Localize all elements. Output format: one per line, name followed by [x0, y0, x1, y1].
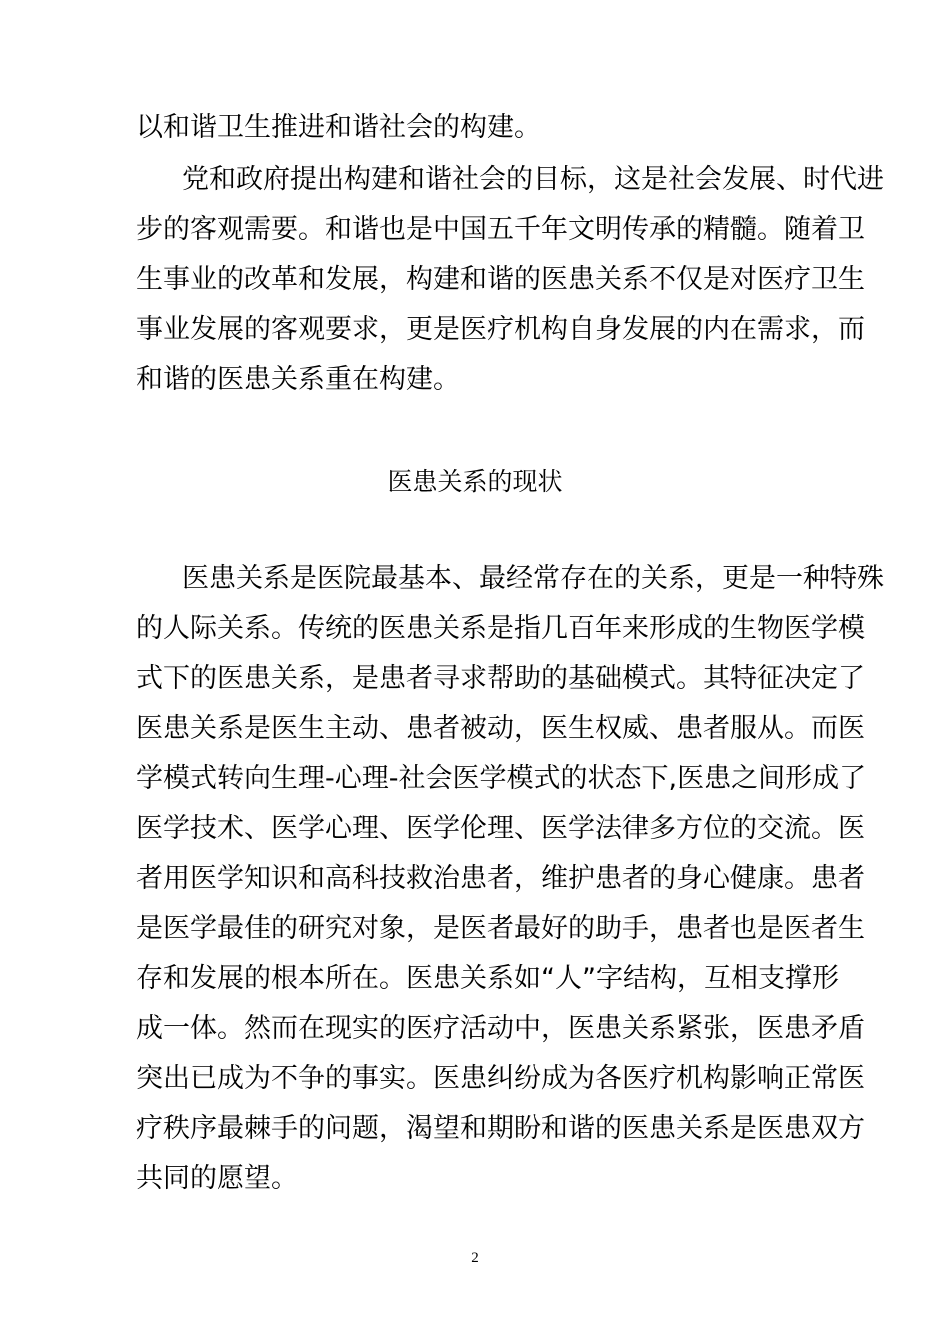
- text-line: 者用医学知识和高科技救治患者，维护患者的身心健康。患者: [136, 863, 865, 894]
- page-number: 2: [471, 1250, 479, 1266]
- text-line: 疗秩序最棘手的问题，渴望和期盼和谐的医患关系是医患双方: [136, 1113, 865, 1144]
- text-line: 医学技术、医学心理、医学伦理、医学法律多方位的交流。医: [136, 813, 865, 844]
- text-line: 和谐的医患关系重在构建。: [136, 364, 460, 395]
- text-line: 党和政府提出构建和谐社会的目标，这是社会发展、时代进: [182, 164, 884, 195]
- text-line: 共同的愿望。: [136, 1163, 298, 1194]
- text-line: 存和发展的根本所在。医患关系如“人”字结构，互相支撑形: [136, 963, 839, 994]
- text-line: 以和谐卫生推进和谐社会的构建。: [136, 112, 541, 143]
- text-line: 步的客观需要。和谐也是中国五千年文明传承的精髓。随着卫: [136, 214, 865, 245]
- section-title: 医患关系的现状: [387, 467, 563, 496]
- text-line: 是医学最佳的研究对象，是医者最好的助手，患者也是医者生: [136, 913, 865, 944]
- text-line: 医患关系是医生主动、患者被动，医生权威、患者服从。而医: [136, 713, 865, 744]
- text-line: 事业发展的客观要求，更是医疗机构自身发展的内在需求，而: [136, 314, 865, 345]
- text-line: 学模式转向生理-心理-社会医学模式的状态下,医患之间形成了: [136, 763, 867, 794]
- text-line: 的人际关系。传统的医患关系是指几百年来形成的生物医学模: [136, 613, 865, 644]
- text-line: 突出已成为不争的事实。医患纠纷成为各医疗机构影响正常医: [136, 1063, 865, 1094]
- text-line: 成一体。然而在现实的医疗活动中，医患关系紧张，医患矛盾: [136, 1013, 865, 1044]
- text-line: 生事业的改革和发展，构建和谐的医患关系不仅是对医疗卫生: [136, 264, 865, 295]
- text-line: 式下的医患关系，是患者寻求帮助的基础模式。其特征决定了: [136, 663, 865, 694]
- text-line: 医患关系是医院最基本、最经常存在的关系，更是一种特殊: [182, 563, 884, 594]
